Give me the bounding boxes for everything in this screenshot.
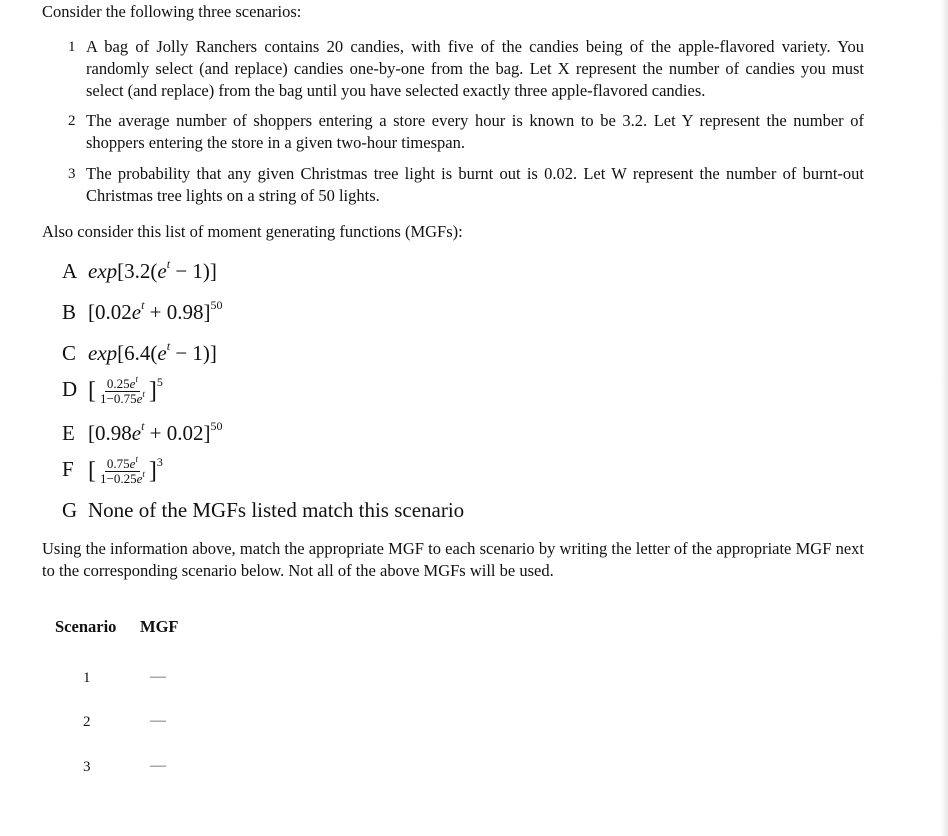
mgf-fraction: $\frac{0.25e^t}{1-0.75e^t}$ xyxy=(100,373,145,406)
table-header-mgf: MGF xyxy=(140,617,179,636)
mgf-label: F xyxy=(62,457,74,481)
mgf-label: C xyxy=(62,341,77,365)
mgf-label: G xyxy=(62,498,78,522)
mgf-option-b: B $[0.02e^t + 0.98]^{50}$ xyxy=(62,298,223,324)
mgf-label: D xyxy=(62,377,78,401)
scenario-text: The average number of shoppers entering a store every hour is known to be 3.2. Let Y represent the number of shoppers entering the store in a given two-hour timespan. xyxy=(86,111,864,152)
mgf-const: 0.98 xyxy=(166,300,204,324)
table-header-scenario: Scenario xyxy=(55,617,117,636)
mgf-power: 50 xyxy=(210,298,223,312)
page-edge-shadow xyxy=(940,0,948,836)
mgf-label: E xyxy=(62,421,75,445)
mgf-power: 50 xyxy=(210,419,223,433)
scenario-1 xyxy=(68,36,864,102)
scenario-3 xyxy=(68,163,864,207)
mgf-coef: 0.02 xyxy=(95,300,132,324)
mgf-option-e: E $[0.98e^t + 0.02]^{50}$ xyxy=(62,419,223,445)
mgf-rate: 6.4 xyxy=(124,341,151,365)
mgf-fraction: $\frac{0.75e^t}{1-0.25e^t}$ xyxy=(100,453,145,486)
instructions-text: Using the information above, match the appropriate MGF to each scenario by writing the letter of the appropriate MGF next to the corresponding scenario below. Not all of the above MGFs will be used. xyxy=(42,539,864,580)
mgf-none-text: None of the MGFs listed match this scenario xyxy=(88,498,465,522)
scenario-text: A bag of Jolly Ranchers contains 20 candies, with five of the candies being of the apple-flavored variety. You randomly select (and replace) candies one-by-one from the bag. Let X represent the number of candies you must select (and replace) from the bag until you have selected exactly three apple-flavored candies. xyxy=(86,37,864,100)
mgf-option-g xyxy=(62,497,464,523)
mgf-power: 3 xyxy=(156,455,163,469)
table-row-scenario: 3 xyxy=(83,759,91,775)
scenario-number: 3 xyxy=(68,166,76,182)
mgf-power: 5 xyxy=(156,375,163,389)
mgf-coef: 0.98 xyxy=(95,421,132,445)
answer-blank[interactable]: — xyxy=(150,712,166,729)
mgf-label: B xyxy=(62,300,77,324)
intro-text: Consider the following three scenarios: xyxy=(42,2,302,21)
scenario-2 xyxy=(68,110,864,154)
mgf-option-c: C $\exp[6.4(e^t - 1)]$ xyxy=(62,339,217,365)
scenario-text: The probability that any given Christmas tree light is burnt out is 0.02. Let W represent the number of burnt-out Christmas tree lights on a string of 50 lights. xyxy=(86,164,864,205)
mgf-exp: exp xyxy=(88,341,118,365)
scenario-number: 1 xyxy=(68,39,76,55)
table-row-scenario: 1 xyxy=(83,670,91,686)
scenario-number: 2 xyxy=(68,113,76,129)
mgf-option-a: A $\exp[3.2(e^t - 1)]$ xyxy=(62,257,217,283)
mgf-label: A xyxy=(62,259,78,283)
mgf-exp: exp xyxy=(88,259,118,283)
mgf-const: 0.02 xyxy=(166,421,204,445)
mgf-option-d: D [ $\frac{0.25e^t}{1-0.75e^t}$ ]$^5$ xyxy=(62,373,163,406)
table-row-scenario: 2 xyxy=(83,714,91,730)
mgf-option-f: F [ $\frac{0.75e^t}{1-0.25e^t}$ ]$^3$ xyxy=(62,453,163,486)
mgf-list-intro: Also consider this list of moment generating functions (MGFs): xyxy=(42,222,463,241)
answer-blank[interactable]: — xyxy=(150,668,166,685)
mgf-rate: 3.2 xyxy=(124,259,151,283)
answer-blank[interactable]: — xyxy=(150,757,166,774)
